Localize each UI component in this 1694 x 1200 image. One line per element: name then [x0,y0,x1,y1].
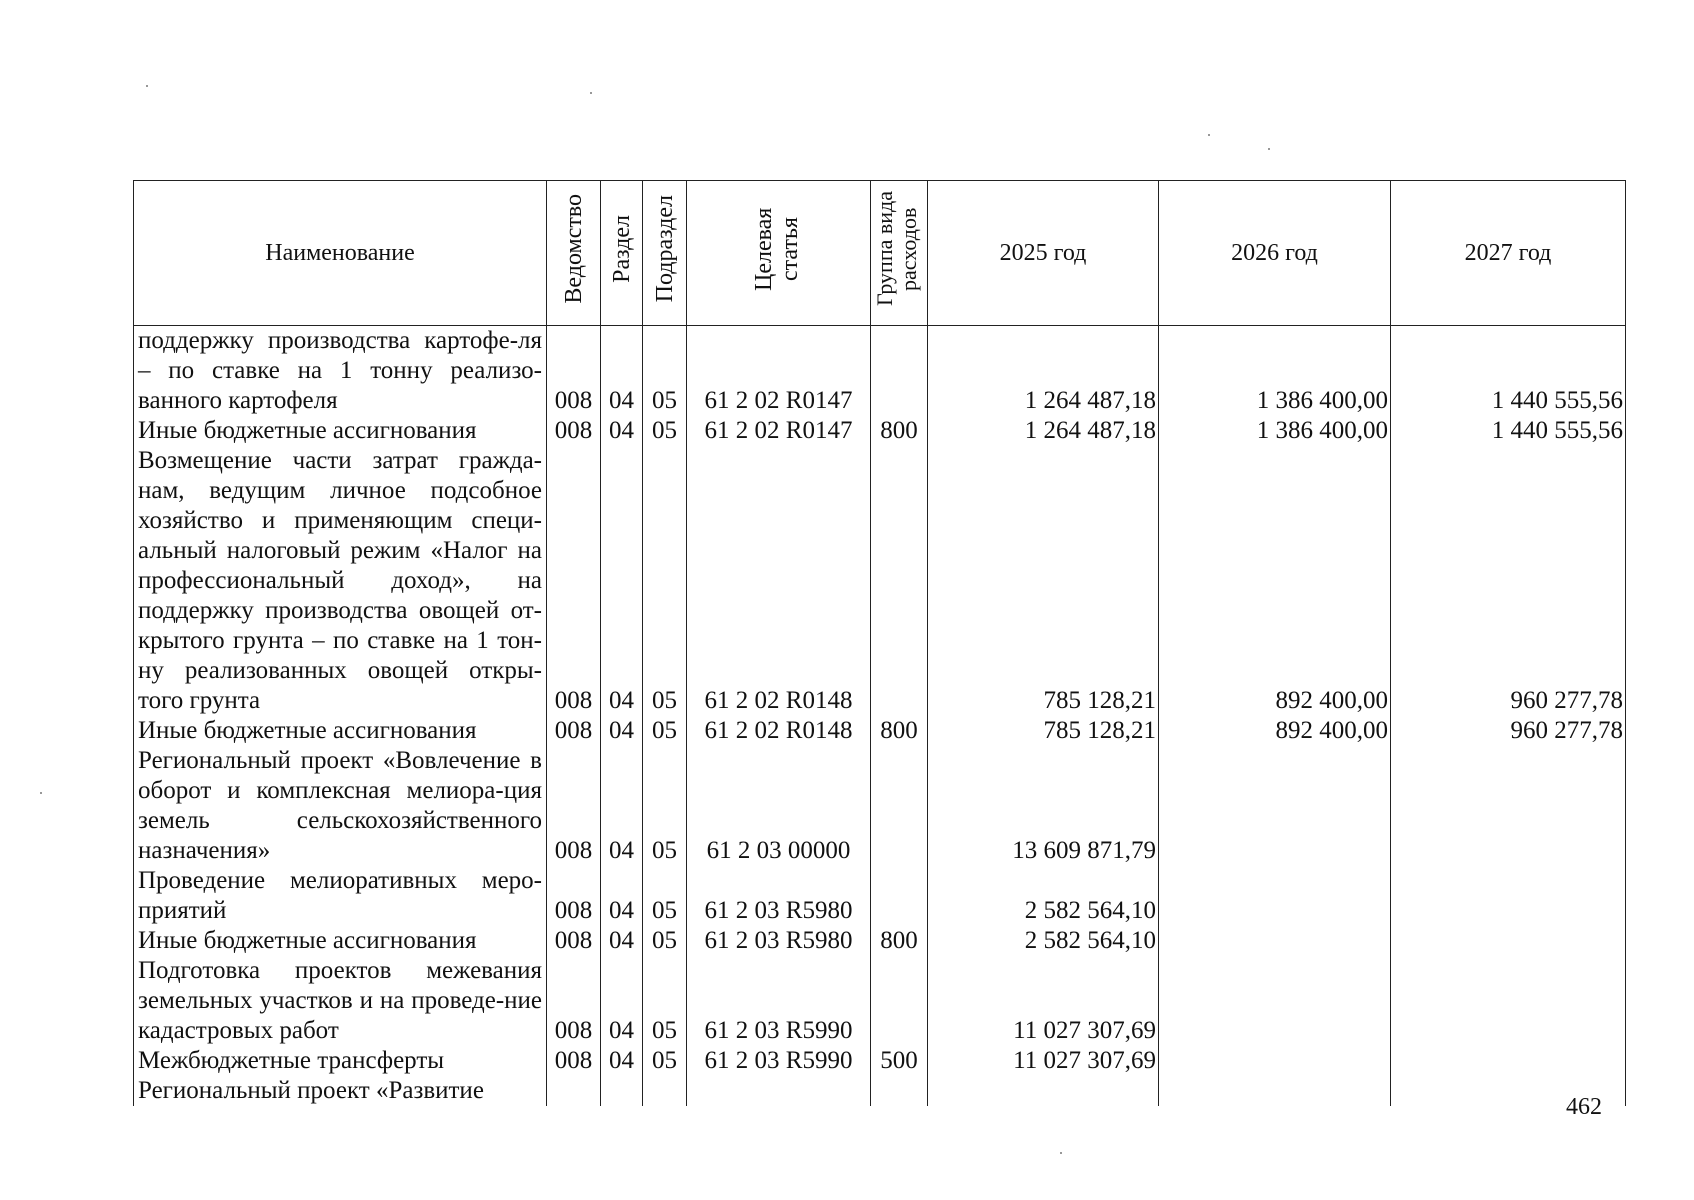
target-article-cell: 61 2 02 R0148 [687,446,871,716]
table-row [134,416,1626,446]
expense-group-cell [871,1076,928,1106]
amount-2025-cell: 785 128,21 [928,716,1159,746]
budget-table [133,180,1626,1106]
header-year-2027: 2027 год [1391,181,1626,326]
amount-2025-cell: 13 609 871,79 [928,746,1159,866]
subsection-cell: 05 [643,326,687,417]
subsection-cell [643,1076,687,1106]
expense-group-cell [871,956,928,1046]
target-article-cell: 61 2 03 00000 [687,746,871,866]
header-section: Раздел [601,181,643,326]
amount-2027-cell [1391,746,1626,866]
header-target-article: Целевая статья [687,181,871,326]
target-article-cell: 61 2 03 R5990 [687,956,871,1046]
header-name: Наименование [134,181,547,326]
header-expense-group: Группа вида расходов [871,181,928,326]
section-cell: 04 [601,866,643,926]
row-name-cell: Иные бюджетные ассигнования [134,926,547,956]
amount-2025-cell [928,1076,1159,1106]
row-name-cell: Региональный проект «Вовлечение в оборот и комплексная мелиора-ция земель сельскохозяйственного назначения» [134,746,547,866]
target-article-cell: 61 2 02 R0147 [687,326,871,417]
row-name-cell: поддержку производства картофе-ля – по ставке на 1 тонну реализо-ванного картофеля [134,326,547,417]
amount-2025-cell: 11 027 307,69 [928,956,1159,1046]
row-name-cell: Региональный проект «Развитие [134,1076,547,1106]
table-row [134,326,1626,417]
target-article-cell: 61 2 02 R0148 [687,716,871,746]
amount-2026-cell [1159,746,1391,866]
expense-group-cell [871,746,928,866]
amount-2025-cell: 1 264 487,18 [928,326,1159,417]
amount-2025-cell: 785 128,21 [928,446,1159,716]
subsection-cell: 05 [643,446,687,716]
scan-speck [40,792,42,794]
department-cell: 008 [547,956,601,1046]
amount-2026-cell [1159,956,1391,1046]
section-cell: 04 [601,746,643,866]
department-cell [547,1076,601,1106]
row-name-cell: Проведение мелиоративных меро-приятий [134,866,547,926]
target-article-cell: 61 2 03 R5980 [687,866,871,926]
scan-speck [590,92,592,94]
subsection-cell: 05 [643,926,687,956]
department-cell: 008 [547,866,601,926]
department-cell: 008 [547,926,601,956]
amount-2026-cell: 892 400,00 [1159,716,1391,746]
table-row [134,716,1626,746]
section-cell: 04 [601,326,643,417]
table-row [134,926,1626,956]
table-row [134,1046,1626,1076]
table-row [134,1076,1626,1106]
amount-2026-cell: 1 386 400,00 [1159,326,1391,417]
section-cell: 04 [601,956,643,1046]
scan-speck [1208,134,1210,136]
section-cell: 04 [601,716,643,746]
amount-2027-cell [1391,866,1626,926]
row-name-cell: Межбюджетные трансферты [134,1046,547,1076]
amount-2025-cell: 11 027 307,69 [928,1046,1159,1076]
section-cell: 04 [601,446,643,716]
amount-2027-cell [1391,1046,1626,1076]
amount-2027-cell: 1 440 555,56 [1391,326,1626,417]
header-year-2025: 2025 год [928,181,1159,326]
amount-2026-cell: 1 386 400,00 [1159,416,1391,446]
target-article-cell [687,1076,871,1106]
department-cell: 008 [547,416,601,446]
target-article-cell: 61 2 02 R0147 [687,416,871,446]
table-row [134,746,1626,866]
amount-2027-cell [1391,926,1626,956]
header-subsection: Подраздел [643,181,687,326]
expense-group-cell [871,326,928,417]
row-name-cell: Возмещение части затрат гражда-нам, ведущим личное подсобное хозяйство и применяющим специ-альный налоговый режим «Налог на профессиональный доход», на поддержку производства овощей от-крытого грунта – по ставке на 1 тон-ну реализованных овощей откры-того грунта [134,446,547,716]
section-cell [601,1076,643,1106]
target-article-cell: 61 2 03 R5980 [687,926,871,956]
amount-2026-cell [1159,926,1391,956]
row-name-cell: Подготовка проектов межевания земельных участков и на проведе-ние кадастровых работ [134,956,547,1046]
amount-2026-cell: 892 400,00 [1159,446,1391,716]
amount-2025-cell: 1 264 487,18 [928,416,1159,446]
subsection-cell: 05 [643,716,687,746]
table-row [134,866,1626,926]
section-cell: 04 [601,416,643,446]
subsection-cell: 05 [643,416,687,446]
table-header [134,181,1626,326]
scan-speck [1060,1152,1062,1154]
section-cell: 04 [601,1046,643,1076]
row-name-cell: Иные бюджетные ассигнования [134,416,547,446]
expense-group-cell [871,446,928,716]
amount-2026-cell [1159,1046,1391,1076]
amount-2026-cell [1159,1076,1391,1106]
page-number: 462 [1566,1094,1602,1120]
department-cell: 008 [547,446,601,716]
amount-2027-cell: 960 277,78 [1391,716,1626,746]
target-article-cell: 61 2 03 R5990 [687,1046,871,1076]
amount-2025-cell: 2 582 564,10 [928,866,1159,926]
subsection-cell: 05 [643,1046,687,1076]
amount-2027-cell: 960 277,78 [1391,446,1626,716]
table-body [134,326,1626,1107]
expense-group-cell: 800 [871,716,928,746]
department-cell: 008 [547,1046,601,1076]
department-cell: 008 [547,746,601,866]
table-row [134,446,1626,716]
scan-speck [146,85,148,87]
expense-group-cell: 800 [871,926,928,956]
expense-group-cell [871,866,928,926]
table-row [134,956,1626,1046]
scan-speck [1268,148,1270,150]
row-name-cell: Иные бюджетные ассигнования [134,716,547,746]
expense-group-cell: 500 [871,1046,928,1076]
amount-2026-cell [1159,866,1391,926]
amount-2027-cell: 1 440 555,56 [1391,416,1626,446]
amount-2025-cell: 2 582 564,10 [928,926,1159,956]
subsection-cell: 05 [643,746,687,866]
header-department: Ведомство [547,181,601,326]
subsection-cell: 05 [643,866,687,926]
expense-group-cell: 800 [871,416,928,446]
department-cell: 008 [547,716,601,746]
amount-2027-cell [1391,956,1626,1046]
section-cell: 04 [601,926,643,956]
department-cell: 008 [547,326,601,417]
subsection-cell: 05 [643,956,687,1046]
header-year-2026: 2026 год [1159,181,1391,326]
